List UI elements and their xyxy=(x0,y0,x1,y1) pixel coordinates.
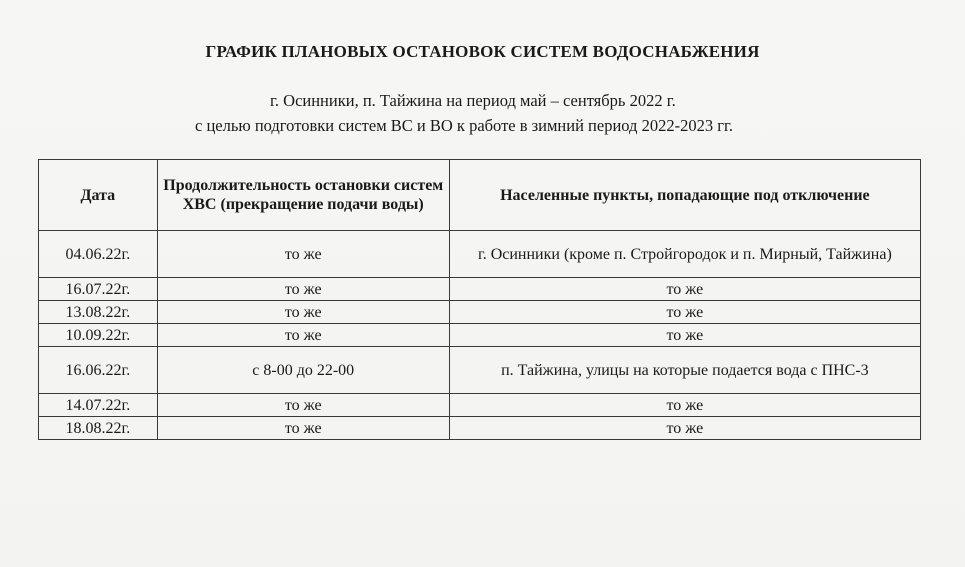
cell-locations: то же xyxy=(449,278,920,301)
header-locations: Населенные пункты, попадающие под отключение xyxy=(449,160,920,231)
table-row xyxy=(39,231,921,278)
table-row xyxy=(39,417,921,440)
cell-date: 16.07.22г. xyxy=(39,278,158,301)
cell-date: 16.06.22г. xyxy=(39,347,158,394)
cell-date: 13.08.22г. xyxy=(39,301,158,324)
header-duration: Продолжительность остановки систем ХВС (прекращение подачи воды) xyxy=(157,160,449,231)
cell-locations: то же xyxy=(449,417,920,440)
cell-date: 04.06.22г. xyxy=(39,231,158,278)
table-row xyxy=(39,394,921,417)
table-row xyxy=(39,347,921,394)
cell-duration: то же xyxy=(157,417,449,440)
cell-duration: то же xyxy=(157,278,449,301)
cell-locations: то же xyxy=(449,301,920,324)
document-title: ГРАФИК ПЛАНОВЫХ ОСТАНОВОК СИСТЕМ ВОДОСНАБЖЕНИЯ xyxy=(205,42,760,61)
cell-locations: п. Тайжина, улицы на которые подается вода с ПНС-3 xyxy=(449,347,920,394)
cell-locations: г. Осинники (кроме п. Стройгородок и п. Мирный, Тайжина) xyxy=(449,231,920,278)
cell-date: 14.07.22г. xyxy=(39,394,158,417)
cell-duration: с 8-00 до 22-00 xyxy=(157,347,449,394)
document-subtitle-line2: с целью подготовки систем ВС и ВО к работе в зимний период 2022-2023 гг. xyxy=(195,116,733,135)
table-row xyxy=(39,324,921,347)
cell-locations: то же xyxy=(449,324,920,347)
cell-duration: то же xyxy=(157,301,449,324)
cell-date: 18.08.22г. xyxy=(39,417,158,440)
header-date: Дата xyxy=(39,160,158,231)
cell-locations: то же xyxy=(449,394,920,417)
table-header-row xyxy=(39,160,921,231)
cell-duration: то же xyxy=(157,394,449,417)
cell-duration: то же xyxy=(157,231,449,278)
schedule-table xyxy=(38,159,921,440)
document-subtitle-line1: г. Осинники, п. Тайжина на период май – сентябрь 2022 г. xyxy=(270,91,676,110)
cell-date: 10.09.22г. xyxy=(39,324,158,347)
table-row xyxy=(39,278,921,301)
table-row xyxy=(39,301,921,324)
cell-duration: то же xyxy=(157,324,449,347)
